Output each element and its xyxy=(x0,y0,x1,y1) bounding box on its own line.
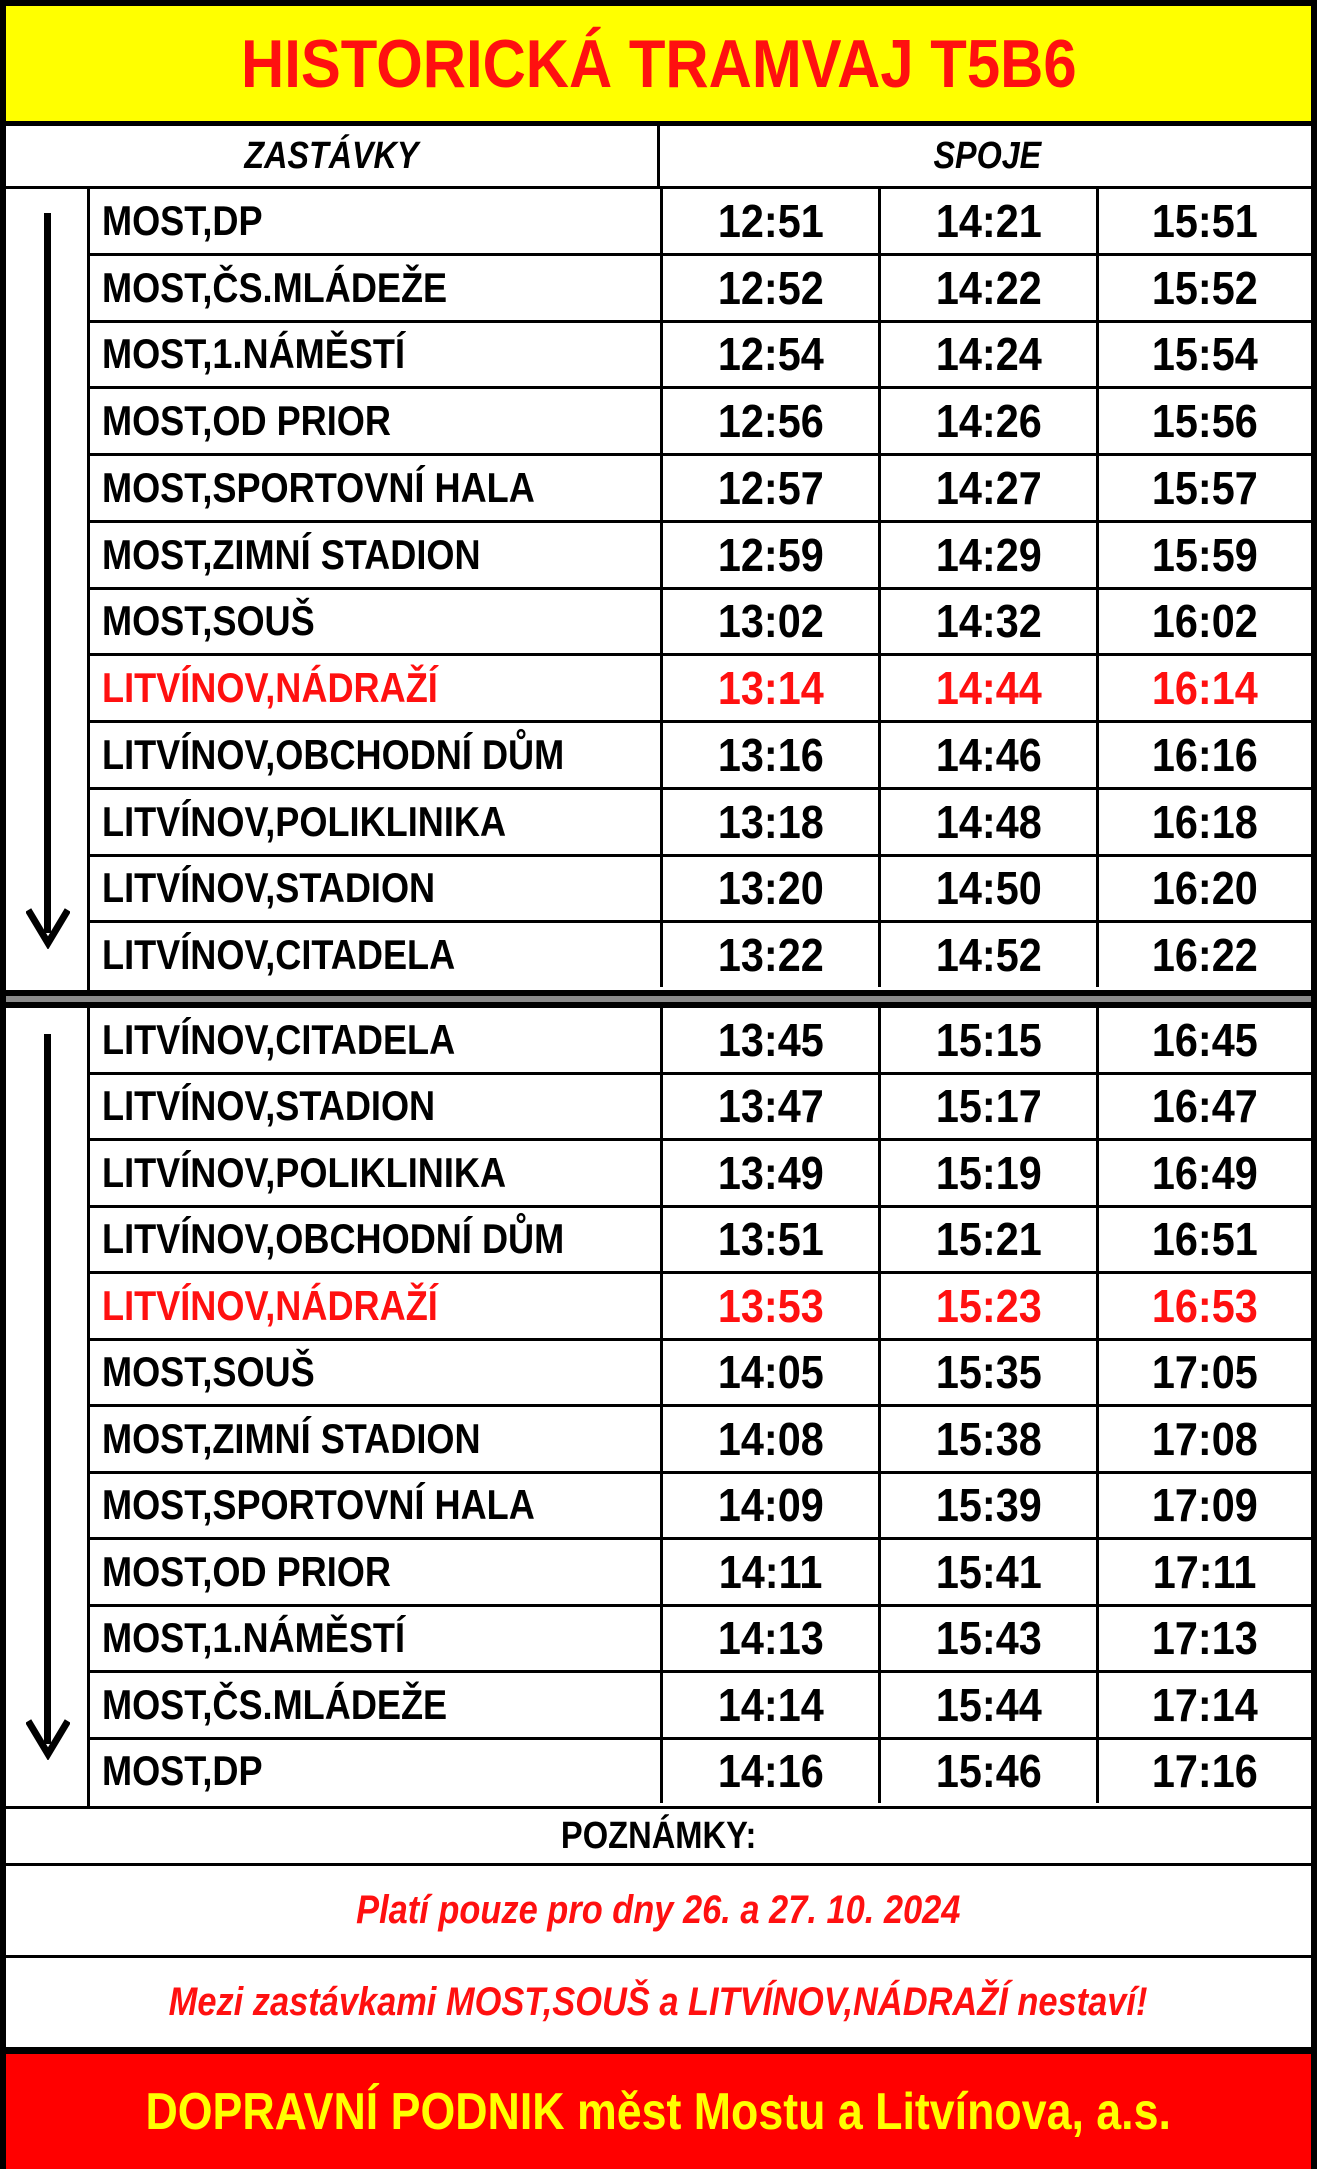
departure-time: 15:38 xyxy=(881,1407,1099,1471)
stop-name: MOST,SOUŠ xyxy=(90,590,663,654)
timetable-row xyxy=(90,1474,1311,1541)
direction-divider xyxy=(6,990,1311,1008)
departure-time: 15:57 xyxy=(1152,461,1258,514)
departure-time: 14:27 xyxy=(881,456,1099,520)
departure-time: 13:51 xyxy=(663,1208,881,1272)
departure-time: 14:22 xyxy=(881,256,1099,320)
departure-time: 17:16 xyxy=(1152,1745,1258,1798)
departure-time: 16:47 xyxy=(1152,1080,1258,1133)
departure-time: 16:22 xyxy=(1152,929,1258,982)
departure-time: 17:09 xyxy=(1152,1479,1258,1532)
timetable-title: HISTORICKÁ TRAMVAJ T5B6 xyxy=(6,6,1311,126)
stop-name: MOST,ZIMNÍ STADION xyxy=(90,523,663,587)
stop-name: MOST,SOUŠ xyxy=(90,1341,663,1405)
departure-time: 12:54 xyxy=(663,323,881,387)
stop-name: LITVÍNOV,STADION xyxy=(90,857,663,921)
inbound-direction-block xyxy=(6,1008,1311,1806)
departure-time: 16:53 xyxy=(1152,1279,1258,1332)
stop-name: LITVÍNOV,CITADELA xyxy=(90,1008,663,1072)
direction-column xyxy=(6,1008,90,1806)
departure-time: 14:44 xyxy=(881,656,1099,720)
departure-time: 15:41 xyxy=(881,1540,1099,1604)
departure-time: 14:16 xyxy=(663,1740,881,1804)
departure-time: 13:14 xyxy=(663,656,881,720)
departure-time: 15:21 xyxy=(881,1208,1099,1272)
timetable-row xyxy=(90,1008,1311,1075)
stop-name: MOST,OD PRIOR xyxy=(90,1540,663,1604)
departure-time: 15:23 xyxy=(881,1274,1099,1338)
timetable-row xyxy=(90,1341,1311,1408)
departure-time: 14:52 xyxy=(881,923,1099,987)
departure-time: 16:18 xyxy=(1152,795,1258,848)
departure-time: 17:11 xyxy=(1153,1545,1257,1598)
departure-time: 16:51 xyxy=(1152,1213,1258,1266)
departure-time: 14:50 xyxy=(881,857,1099,921)
timetable-row xyxy=(90,456,1311,523)
stop-name: LITVÍNOV,CITADELA xyxy=(90,923,663,987)
departure-time: 17:14 xyxy=(1152,1678,1258,1731)
stop-name: LITVÍNOV,NÁDRAŽÍ xyxy=(90,656,663,720)
timetable-row xyxy=(90,656,1311,723)
departure-time: 17:05 xyxy=(1152,1346,1258,1399)
departure-time: 15:44 xyxy=(881,1673,1099,1737)
timetable-row xyxy=(90,1274,1311,1341)
timetable-row xyxy=(90,1075,1311,1142)
arrow-down-head-icon xyxy=(26,1716,70,1760)
stops-column-header: ZASTÁVKY xyxy=(6,126,660,186)
stop-name: LITVÍNOV,STADION xyxy=(90,1075,663,1139)
departure-time: 15:51 xyxy=(1152,194,1258,247)
timetable-row xyxy=(90,1141,1311,1208)
departure-time: 13:18 xyxy=(663,790,881,854)
timetable-row xyxy=(90,1208,1311,1275)
departure-time: 14:32 xyxy=(881,590,1099,654)
stop-name: LITVÍNOV,NÁDRAŽÍ xyxy=(90,1274,663,1338)
stop-name: LITVÍNOV,OBCHODNÍ DŮM xyxy=(90,723,663,787)
stop-name: MOST,DP xyxy=(90,1740,663,1804)
stop-name: MOST,ČS.MLÁDEŽE xyxy=(90,1673,663,1737)
stop-name: MOST,ČS.MLÁDEŽE xyxy=(90,256,663,320)
departure-time: 15:15 xyxy=(881,1008,1099,1072)
departure-time: 14:05 xyxy=(663,1341,881,1405)
departure-time: 14:21 xyxy=(881,189,1099,253)
notes-header: POZNÁMKY: xyxy=(6,1806,1311,1866)
departure-time: 13:45 xyxy=(663,1008,881,1072)
departure-time: 15:39 xyxy=(881,1474,1099,1538)
timetable-row xyxy=(90,389,1311,456)
stop-name: MOST,SPORTOVNÍ HALA xyxy=(90,1474,663,1538)
departure-time: 15:54 xyxy=(1152,328,1258,381)
departure-time: 13:53 xyxy=(663,1274,881,1338)
timetable-row xyxy=(90,523,1311,590)
table-header xyxy=(6,126,1311,189)
departure-time: 14:11 xyxy=(663,1540,881,1604)
departure-time: 13:20 xyxy=(663,857,881,921)
departure-time: 16:14 xyxy=(1152,662,1258,715)
connections-column-header: SPOJE xyxy=(933,134,1041,177)
departure-time: 15:52 xyxy=(1152,261,1258,314)
stop-name: MOST,ZIMNÍ STADION xyxy=(90,1407,663,1471)
arrow-down-icon xyxy=(44,213,51,933)
departure-time: 12:59 xyxy=(663,523,881,587)
departure-time: 12:56 xyxy=(663,389,881,453)
timetable-row xyxy=(90,1407,1311,1474)
departure-time: 17:13 xyxy=(1152,1612,1258,1665)
stop-name: MOST,1.NÁMĚSTÍ xyxy=(90,323,663,387)
departure-time: 15:59 xyxy=(1152,528,1258,581)
operator-footer: DOPRAVNÍ PODNIK měst Mostu a Litvínova, a.s. xyxy=(6,2050,1311,2169)
stop-name: LITVÍNOV,OBCHODNÍ DŮM xyxy=(90,1208,663,1272)
arrow-down-icon xyxy=(44,1034,51,1744)
timetable-row xyxy=(90,590,1311,657)
timetable-row xyxy=(90,189,1311,256)
departure-time: 16:20 xyxy=(1152,862,1258,915)
departure-time: 13:16 xyxy=(663,723,881,787)
stop-name: MOST,1.NÁMĚSTÍ xyxy=(90,1607,663,1671)
stop-name: LITVÍNOV,POLIKLINIKA xyxy=(90,1141,663,1205)
timetable-row xyxy=(90,790,1311,857)
timetable-row xyxy=(90,256,1311,323)
departure-time: 15:19 xyxy=(881,1141,1099,1205)
timetable-row xyxy=(90,1607,1311,1674)
departure-time: 15:46 xyxy=(881,1740,1099,1804)
timetable-row xyxy=(90,1673,1311,1740)
stop-name: LITVÍNOV,POLIKLINIKA xyxy=(90,790,663,854)
arrow-down-head-icon xyxy=(26,905,70,949)
departure-time: 13:02 xyxy=(663,590,881,654)
departure-time: 16:16 xyxy=(1152,728,1258,781)
departure-time: 14:48 xyxy=(881,790,1099,854)
departure-time: 14:08 xyxy=(663,1407,881,1471)
departure-time: 12:57 xyxy=(663,456,881,520)
departure-time: 12:51 xyxy=(663,189,881,253)
departure-time: 14:09 xyxy=(663,1474,881,1538)
timetable-row xyxy=(90,1740,1311,1807)
timetable-row xyxy=(90,723,1311,790)
departure-time: 15:35 xyxy=(881,1341,1099,1405)
direction-column xyxy=(6,189,90,990)
timetable-row xyxy=(90,1540,1311,1607)
timetable-row xyxy=(90,857,1311,924)
timetable-row xyxy=(90,923,1311,990)
departure-time: 16:45 xyxy=(1152,1013,1258,1066)
stop-name: MOST,OD PRIOR xyxy=(90,389,663,453)
no-stop-note: Mezi zastávkami MOST,SOUŠ a LITVÍNOV,NÁDRAŽÍ nestaví! xyxy=(6,1958,1311,2050)
departure-time: 12:52 xyxy=(663,256,881,320)
departure-time: 15:56 xyxy=(1152,395,1258,448)
validity-note: Platí pouze pro dny 26. a 27. 10. 2024 xyxy=(6,1866,1311,1958)
departure-time: 15:17 xyxy=(881,1075,1099,1139)
departure-time: 17:08 xyxy=(1152,1412,1258,1465)
departure-time: 14:26 xyxy=(881,389,1099,453)
departure-time: 13:22 xyxy=(663,923,881,987)
departure-time: 16:49 xyxy=(1152,1146,1258,1199)
departure-time: 15:43 xyxy=(881,1607,1099,1671)
departure-time: 13:49 xyxy=(663,1141,881,1205)
departure-time: 14:14 xyxy=(663,1673,881,1737)
departure-time: 14:24 xyxy=(881,323,1099,387)
departure-time: 14:29 xyxy=(881,523,1099,587)
departure-time: 14:13 xyxy=(663,1607,881,1671)
stop-name: MOST,DP xyxy=(90,189,663,253)
departure-time: 14:46 xyxy=(881,723,1099,787)
stop-name: MOST,SPORTOVNÍ HALA xyxy=(90,456,663,520)
timetable-row xyxy=(90,323,1311,390)
outbound-direction-block xyxy=(6,189,1311,990)
departure-time: 16:02 xyxy=(1152,595,1258,648)
departure-time: 13:47 xyxy=(663,1075,881,1139)
